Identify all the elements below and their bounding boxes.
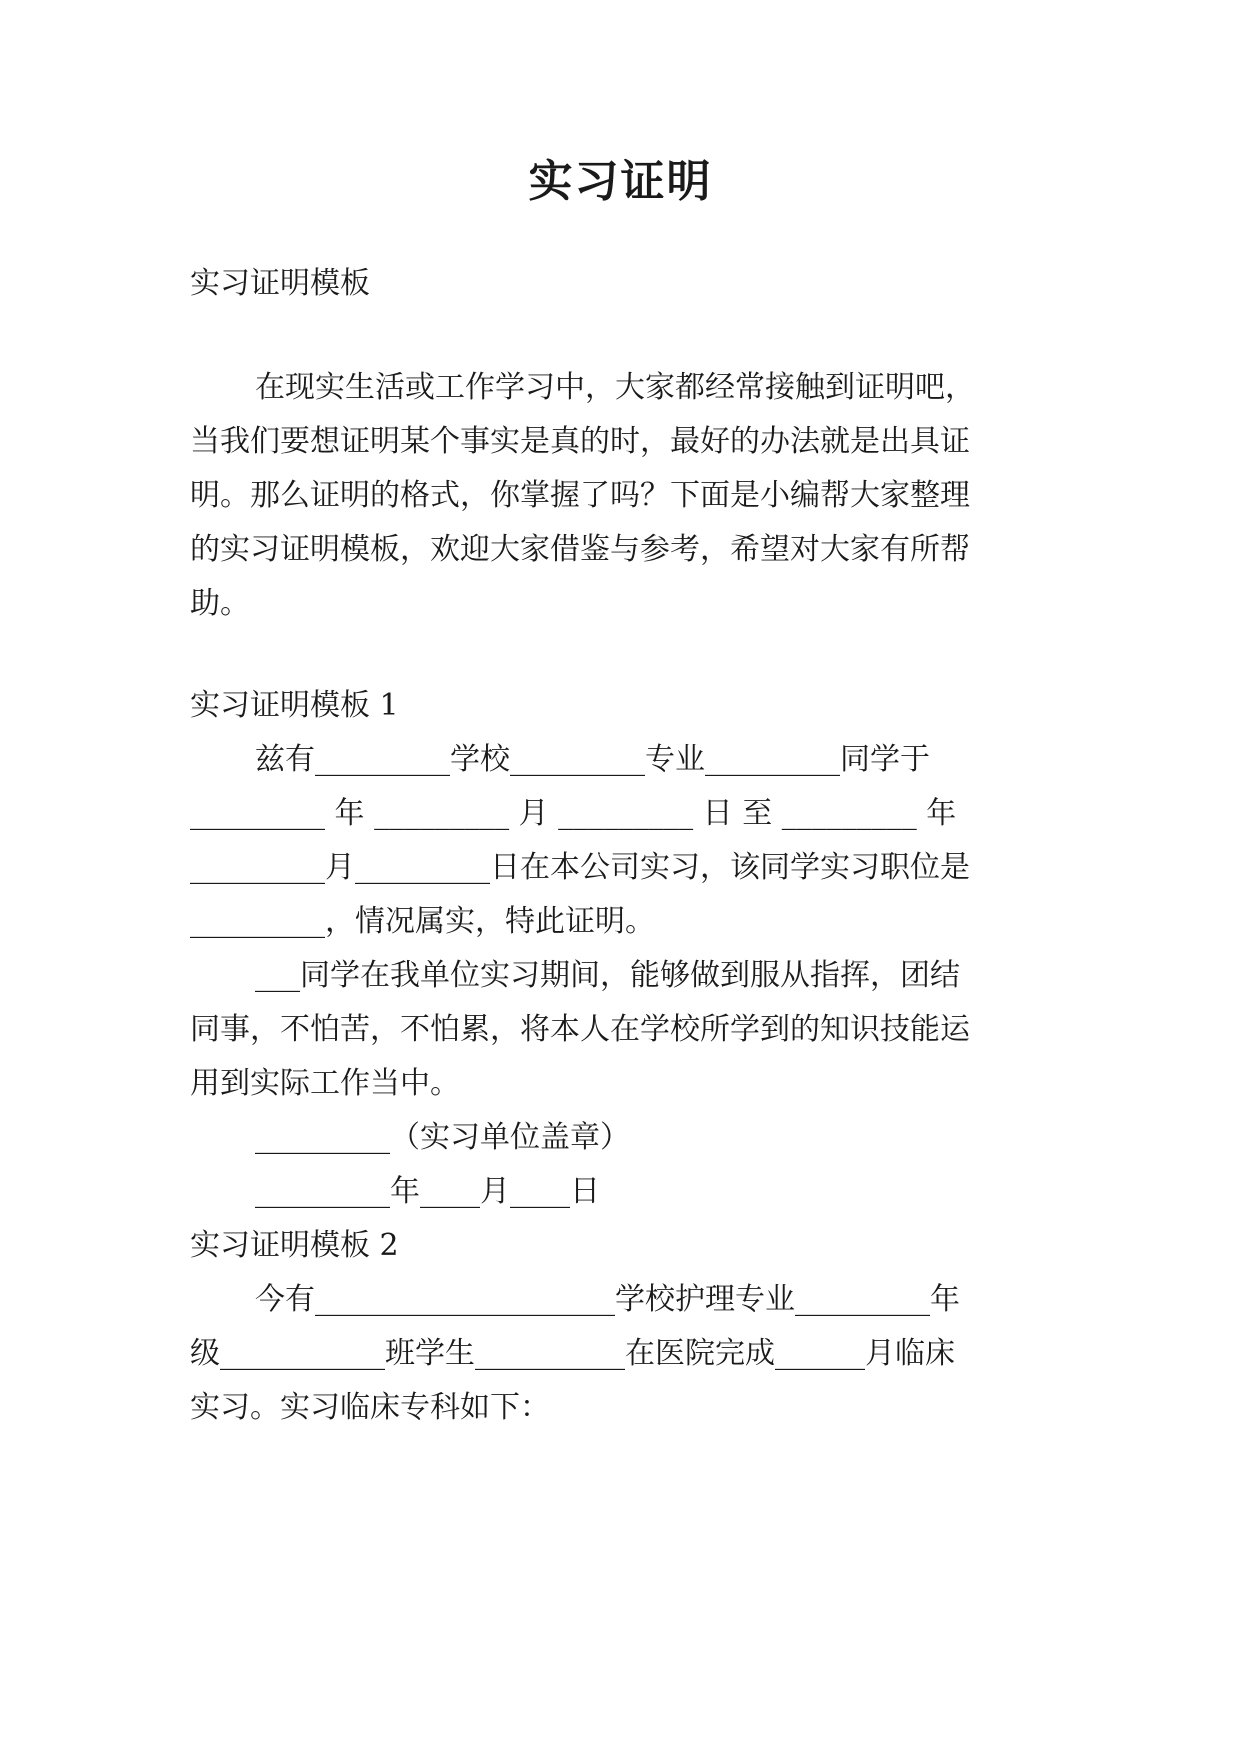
template1-line: 兹有_________学校_________专业_________同学于 bbox=[255, 742, 930, 777]
template1-date-line: _________年____月____日 bbox=[255, 1174, 600, 1209]
intro-line: 当我们要想证明某个事实是真的时，最好的办法就是出具证 bbox=[190, 424, 970, 459]
template2-line: 级___________班学生__________在医院完成______月临床 bbox=[190, 1336, 955, 1371]
template1-line: ___同学在我单位实习期间，能够做到服从指挥，团结 bbox=[255, 958, 960, 993]
intro-line: 明。那么证明的格式，你掌握了吗？下面是小编帮大家整理 bbox=[190, 478, 970, 513]
template1-line: 同事，不怕苦，不怕累，将本人在学校所学到的知识技能运 bbox=[190, 1012, 970, 1047]
template1-stamp-line: _________（实习单位盖章） bbox=[255, 1120, 630, 1155]
template2-line: 今有____________________学校护理专业_________年 bbox=[255, 1282, 960, 1317]
document-title: 实习证明 bbox=[528, 156, 713, 207]
template2-heading: 实习证明模板 2 bbox=[190, 1228, 399, 1263]
intro-line: 的实习证明模板，欢迎大家借鉴与参考，希望对大家有所帮 bbox=[190, 532, 970, 567]
template1-line: _________，情况属实，特此证明。 bbox=[190, 904, 655, 939]
intro-line: 在现实生活或工作学习中，大家都经常接触到证明吧， bbox=[255, 370, 975, 405]
subtitle: 实习证明模板 bbox=[190, 266, 370, 301]
template2-line: 实习。实习临床专科如下： bbox=[190, 1390, 550, 1425]
intro-line: 助。 bbox=[190, 586, 250, 621]
template1-line: _________月_________日在本公司实习，该同学实习职位是 bbox=[190, 850, 970, 885]
template1-heading: 实习证明模板 1 bbox=[190, 688, 399, 723]
template1-line: 用到实际工作当中。 bbox=[190, 1066, 460, 1101]
template1-line: _________ 年 _________ 月 _________ 日 至 _________ 年 bbox=[190, 796, 957, 831]
